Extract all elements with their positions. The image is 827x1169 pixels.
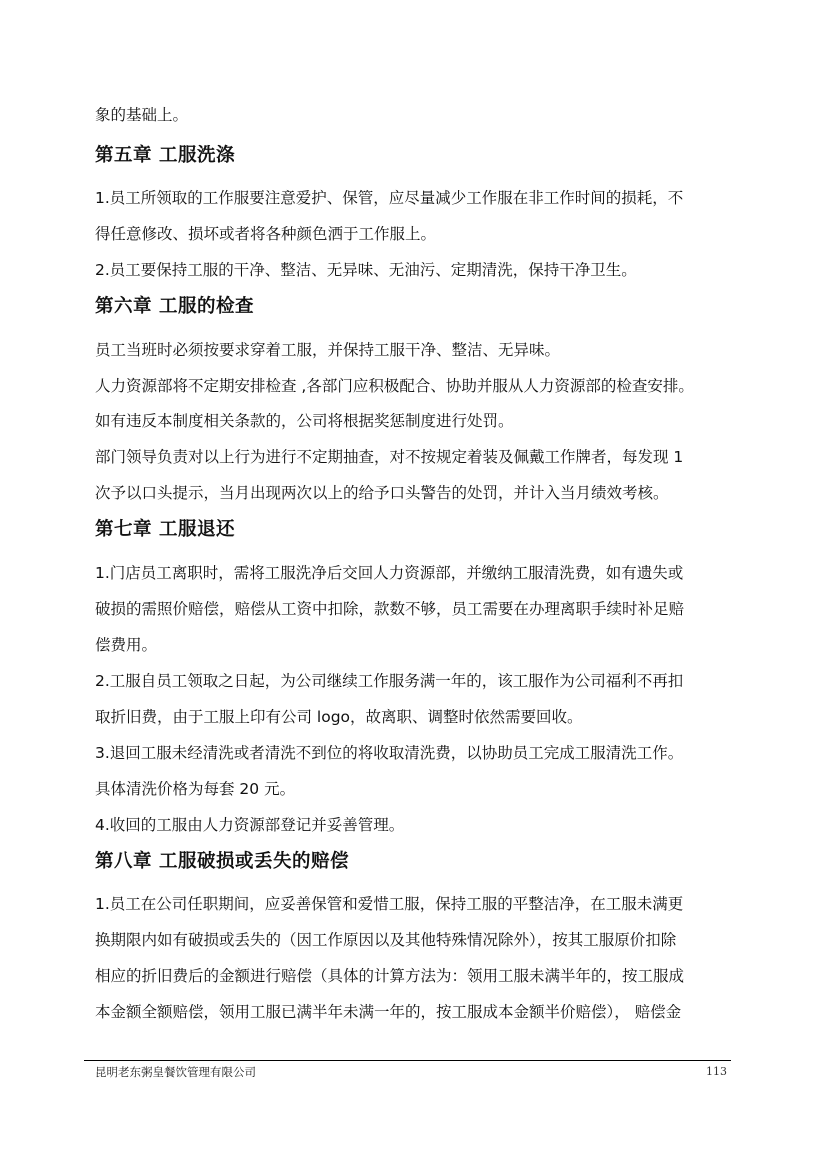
chapter-heading: 第八章 工服破损或丢失的赔偿	[95, 851, 349, 872]
paragraph-line: 员工当班时必须按要求穿着工服，并保持工服干净、整洁、无异味。	[95, 341, 561, 359]
paragraph-line: 破损的需照价赔偿，赔偿从工资中扣除，款数不够，员工需要在办理离职手续时补足赔	[95, 600, 685, 618]
chapter-heading: 第五章 工服洗涤	[95, 145, 235, 166]
footer-page-number: 113	[706, 1065, 727, 1078]
paragraph-line: 人力资源部将不定期安排检查 ,各部门应积极配合、协助并服从人力资源部的检查安排。	[95, 377, 694, 395]
footer-company-name: 昆明老东粥皇餐饮管理有限公司	[95, 1065, 256, 1079]
paragraph-line: 1.员工在公司任职期间，应妥善保管和爱惜工服，保持工服的平整洁净，在工服未满更	[95, 895, 684, 913]
paragraph-line: 2.员工要保持工服的干净、整洁、无异味、无油污、定期清洗，保持干净卫生。	[95, 261, 637, 279]
paragraph-line: 相应的折旧费后的金额进行赔偿（具体的计算方法为：领用工服未满半年的，按工服成	[95, 967, 685, 985]
paragraph-line: 换期限内如有破损或丢失的（因工作原因以及其他特殊情况除外），按其工服原价扣除	[95, 931, 677, 949]
paragraph-line: 本金额全额赔偿，领用工服已满半年未满一年的，按工服成本金额半价赔偿）， 赔偿金	[95, 1003, 682, 1021]
paragraph-line: 次予以口头提示，当月出现两次以上的给予口头警告的处罚，并计入当月绩效考核。	[95, 484, 669, 502]
chapter-heading: 第六章 工服的检查	[95, 296, 254, 317]
paragraph-line: 3.退回工服未经清洗或者清洗不到位的将收取清洗费，以协助员工完成工服清洗工作。	[95, 744, 684, 762]
paragraph-line: 取折旧费，由于工服上印有公司 logo，故离职、调整时依然需要回收。	[95, 708, 583, 726]
footer-divider	[84, 1060, 731, 1061]
paragraph-line: 部门领导负责对以上行为进行不定期抽查，对不按规定着装及佩戴工作牌者，每发现 1	[95, 448, 684, 466]
paragraph-line: 4.收回的工服由人力资源部登记并妥善管理。	[95, 816, 405, 834]
paragraph-line: 1.门店员工离职时，需将工服洗净后交回人力资源部，并缴纳工服清洗费，如有遗失或	[95, 564, 684, 582]
paragraph-line: 象的基础上。	[95, 106, 189, 124]
paragraph-line: 得任意修改、损坏或者将各种颜色洒于工作服上。	[95, 225, 437, 243]
paragraph-line: 具体清洗价格为每套 20 元。	[95, 780, 296, 798]
paragraph-line: 2.工服自员工领取之日起，为公司继续工作服务满一年的，该工服作为公司福利不再扣	[95, 672, 684, 690]
chapter-heading: 第七章 工服退还	[95, 519, 235, 540]
paragraph-line: 1.员工所领取的工作服要注意爱护、保管，应尽量减少工作服在非工作时间的损耗，不	[95, 189, 684, 207]
paragraph-line: 如有违反本制度相关条款的，公司将根据奖惩制度进行处罚。	[95, 412, 514, 430]
paragraph-line: 偿费用。	[95, 636, 158, 654]
